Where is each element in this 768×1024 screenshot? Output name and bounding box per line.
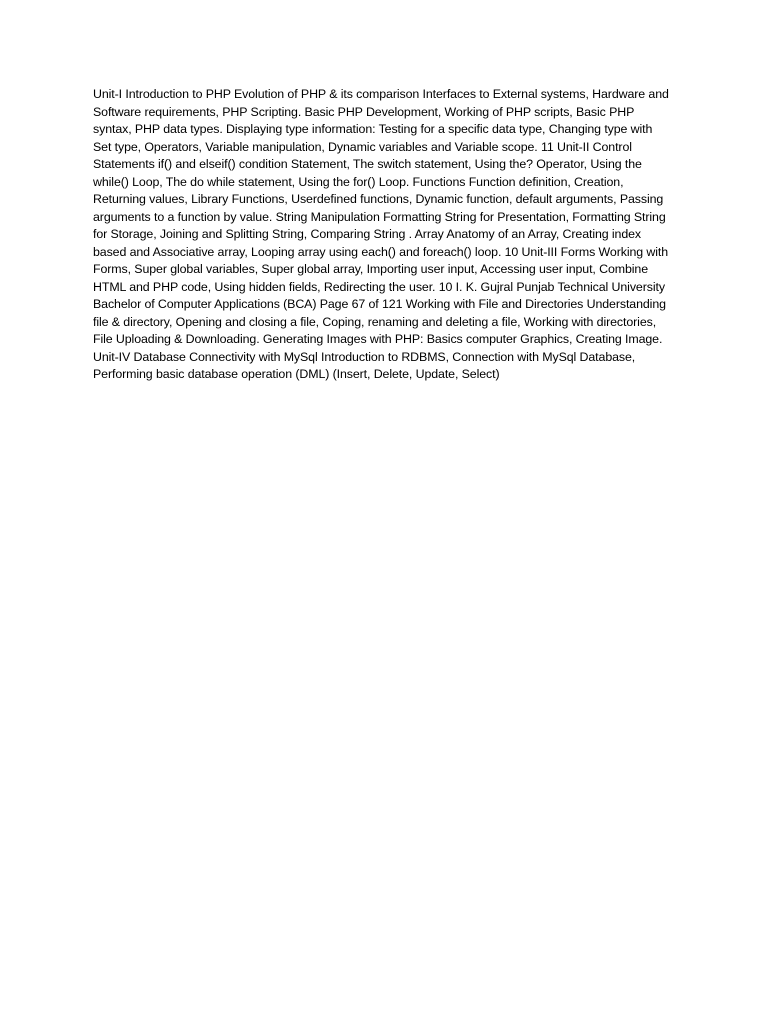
syllabus-paragraph: Unit-I Introduction to PHP Evolution of PHP & its comparison Interfaces to External systems, Hardware and Software requirements, PHP Scripting. Basic PHP Development, Working of PHP scripts, Basic PHP syntax, PHP data types. Displaying type information: Testing for a specific data type, Changing type with Set type, Operators, Variable manipulation, Dynamic variables and Variable scope. 11 Unit-II Control Statements if() and elseif() condition Statement, The switch statement, Using the? Operator, Using the while() Loop, The do while statement, Using the for() Loop. Functions Function definition, Creation, Returning values, Library Functions, Userdefined functions, Dynamic function, default arguments, Passing arguments to a function by value. String Manipulation Formatting String for Presentation, Formatting String for Storage, Joining and Splitting String, Comparing String . Array Anatomy of an Array, Creating index based and Associative array, Looping array using each() and foreach() loop. 10 Unit-III Forms Working with Forms, Super global variables, Super global array, Importing user input, Accessing user input, Combine HTML and PHP code, Using hidden fields, Redirecting the user. 10 I. K. Gujral Punjab Technical University Bachelor of Computer Applications (BCA) Page 67 of 121 Working with File and Directories Understanding file & directory, Opening and closing a file, Coping, renaming and deleting a file, Working with directories, File Uploading & Downloading. Generating Images with PHP: Basics computer Graphics, Creating Image. Unit-IV Database Connectivity with MySql Introduction to RDBMS, Connection with MySql Database, Performing basic database operation (DML) (Insert, Delete, Update, Select) bbox=[93, 87, 669, 381]
